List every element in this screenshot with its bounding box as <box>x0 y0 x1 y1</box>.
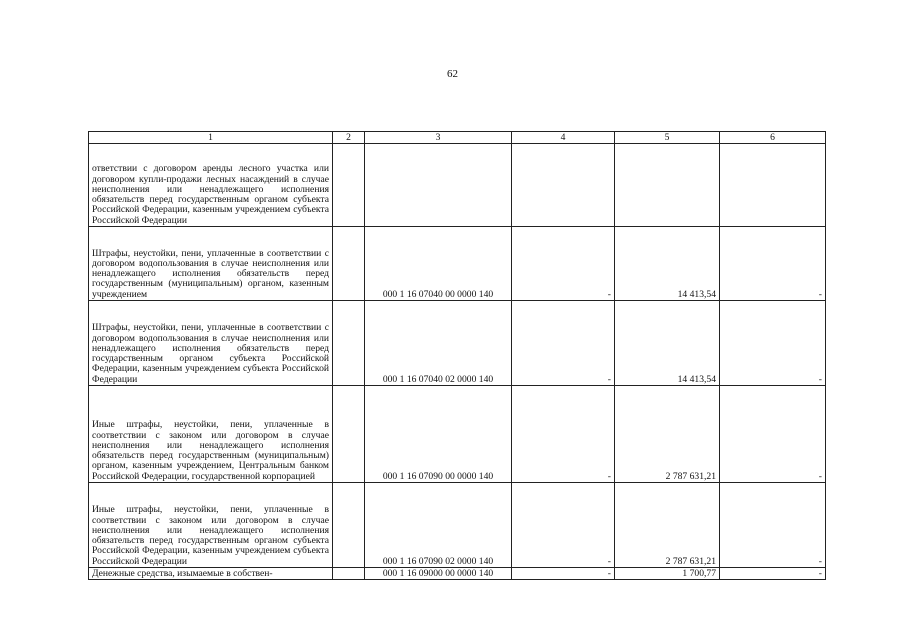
budget-table <box>88 131 826 580</box>
table-header <box>89 132 826 144</box>
row-col-2 <box>333 483 365 568</box>
table-row <box>89 227 826 301</box>
row-code: 000 1 16 09000 00 0000 140 <box>365 568 512 580</box>
row-description: Штрафы, неустойки, пени, уплаченные в соответствии с договором водопользования в случае неисполнения или ненадлежащего исполнения обязательств перед государственным органом субъекта Российской Федерации, казенным учреждением субъекта Российской Федерации <box>89 301 333 386</box>
row-col-5: 14 413,54 <box>615 227 720 301</box>
row-col-6 <box>720 144 826 227</box>
row-col-5: 2 787 631,21 <box>615 483 720 568</box>
row-code: 000 1 16 07040 02 0000 140 <box>365 301 512 386</box>
header-row <box>89 132 826 144</box>
row-col-4: - <box>512 301 615 386</box>
row-col-2 <box>333 227 365 301</box>
table-row <box>89 144 826 227</box>
row-col-2 <box>333 568 365 580</box>
row-description: Иные штрафы, неустойки, пени, уплаченные в соответствии с законом или договором в случае неисполнения или ненадлежащего исполнения обязательств перед государственным (муниципальным) органом, казенным учреждением, Центральным банком Российской Федерации, государственной корпорацией <box>89 386 333 483</box>
table-row <box>89 301 826 386</box>
row-col-2 <box>333 144 365 227</box>
header-col-3: 3 <box>365 132 512 144</box>
row-description: Штрафы, неустойки, пени, уплаченные в соответствии с договором водопользования в случае неисполнения или ненадлежащего исполнения обязательств перед государственным (муниципальным) органом, казенным учреждением <box>89 227 333 301</box>
row-col-4: - <box>512 227 615 301</box>
row-col-5 <box>615 144 720 227</box>
row-col-6: - <box>720 568 826 580</box>
row-description: Иные штрафы, неустойки, пени, уплаченные в соответствии с законом или договором в случае неисполнения или ненадлежащего исполнения обязательств перед государственным органом субъекта Российской Федерации, казенным учреждением субъекта Российской Федерации <box>89 483 333 568</box>
row-col-2 <box>333 386 365 483</box>
table-row <box>89 568 826 580</box>
header-col-1: 1 <box>89 132 333 144</box>
row-code <box>365 144 512 227</box>
row-col-6: - <box>720 227 826 301</box>
table-row <box>89 483 826 568</box>
header-col-6: 6 <box>720 132 826 144</box>
row-code: 000 1 16 07090 02 0000 140 <box>365 483 512 568</box>
row-col-5: 1 700,77 <box>615 568 720 580</box>
row-col-4: - <box>512 483 615 568</box>
row-description: Денежные средства, изымаемые в собствен- <box>89 568 333 580</box>
row-col-6: - <box>720 483 826 568</box>
row-col-5: 14 413,54 <box>615 301 720 386</box>
table-body <box>89 144 826 580</box>
row-col-4 <box>512 144 615 227</box>
header-col-4: 4 <box>512 132 615 144</box>
row-col-4: - <box>512 386 615 483</box>
header-col-5: 5 <box>615 132 720 144</box>
row-col-4: - <box>512 568 615 580</box>
row-col-6: - <box>720 301 826 386</box>
row-col-6: - <box>720 386 826 483</box>
row-code: 000 1 16 07040 00 0000 140 <box>365 227 512 301</box>
row-col-5: 2 787 631,21 <box>615 386 720 483</box>
header-col-2: 2 <box>333 132 365 144</box>
page-number: 62 <box>447 68 458 80</box>
table-row <box>89 386 826 483</box>
row-description: ответствии с договором аренды лесного участка или договором купли-продажи лесных насаждений в случае неисполнения или ненадлежащего исполнения обязательств перед государственным органом субъекта Российской Федерации, казенным учреждением субъекта Российской Федерации <box>89 144 333 227</box>
row-code: 000 1 16 07090 00 0000 140 <box>365 386 512 483</box>
row-col-2 <box>333 301 365 386</box>
